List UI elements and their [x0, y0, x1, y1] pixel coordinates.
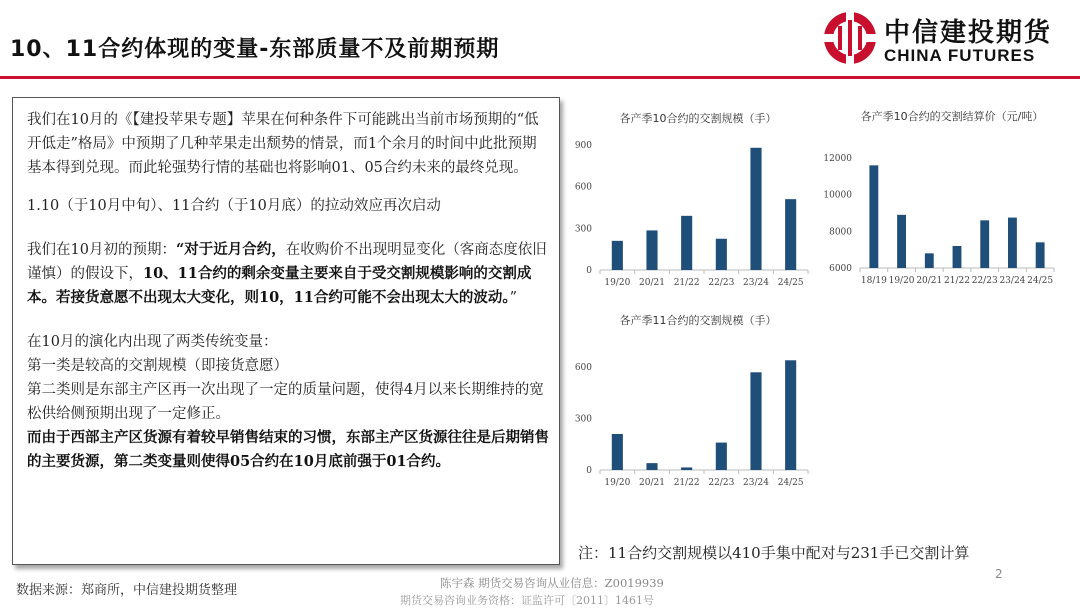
x-tick-label: 19/20: [888, 276, 915, 286]
y-tick-label: 600: [574, 363, 592, 374]
chart-10-volume-svg: [568, 110, 818, 290]
x-tick-label: 23/24: [743, 478, 769, 488]
bar: [716, 239, 727, 270]
bar: [785, 360, 796, 470]
bar: [897, 215, 906, 268]
chart-11-delivery-volume: [568, 308, 818, 493]
chart-10-delivery-volume: [568, 110, 818, 290]
y-tick-label: 6000: [829, 264, 852, 274]
bar: [1008, 218, 1017, 268]
paragraph-intro: 我们在10月的《【建投苹果专题】苹果在何种条件下可能跳出当前市场预期的“低开低走”格局》中预期了几种苹果走出颓势的情景，而1个余月的时间中此批预期基本得到兑现。而此轮强势行情的基础也将影响01、05合约未来的最终兑现。: [27, 112, 539, 176]
bar: [646, 230, 657, 270]
expectation-lead: 我们在10月初的预期：: [27, 242, 176, 258]
x-tick-label: 24/25: [777, 478, 804, 488]
variable-one: 第一类是较高的交割规模（即接货意愿）: [27, 358, 288, 374]
y-tick-label: 900: [574, 141, 592, 151]
y-tick-label: 10000: [823, 190, 852, 201]
bar: [681, 216, 692, 270]
x-tick-label: 18/19: [860, 276, 887, 286]
variables-intro: 在10月的演化内出现了两类传统变量：: [27, 334, 278, 350]
bar: [980, 220, 989, 268]
bar: [612, 434, 623, 470]
bar: [785, 199, 796, 270]
y-tick-label: 600: [574, 182, 592, 193]
chart-11-volume-svg: [568, 308, 818, 493]
chart-10-price-svg: [822, 108, 1062, 290]
page-number: 2: [995, 567, 1003, 581]
citic-logo-icon: [822, 10, 878, 66]
page-title: 10、11合约体现的变量-东部质量不及前期预期: [10, 37, 500, 62]
bar: [750, 372, 761, 470]
qualification-info: 期货交易咨询业务资格：证监许可〔2011〕1461号: [400, 594, 654, 607]
data-source: 数据来源：郑商所，中信建投期货整理: [16, 583, 238, 598]
x-tick-label: 22/23: [971, 276, 998, 286]
company-logo: [822, 8, 1072, 70]
x-tick-label: 23/24: [743, 278, 769, 288]
chart-title: 各产季10合约的交割规模（手）: [619, 112, 777, 125]
x-tick-label: 21/22: [673, 278, 700, 288]
x-tick-label: 19/20: [604, 278, 631, 288]
x-tick-label: 24/25: [777, 278, 804, 288]
paragraph-heading-1: 1.10（于10月中旬）、11合约（于10月底）的拉动效应再次启动: [27, 198, 441, 214]
y-tick-label: 12000: [823, 154, 852, 164]
analyst-info: 陈宇森 期货交易咨询从业信息：Z0019939: [440, 576, 664, 590]
x-tick-label: 20/21: [639, 478, 665, 488]
x-tick-label: 20/21: [639, 278, 665, 288]
y-tick-label: 300: [574, 224, 592, 235]
x-tick-label: 19/20: [604, 478, 631, 488]
chart-title: 各产季10合约的交割结算价（元/吨）: [860, 110, 1044, 123]
expectation-bold-2: 10、11合约的剩余变量主要来自于受交割规模影响的交割成本。若接货意愿不出现太大变化，则10，11合约可能不会出现太大的波动。: [27, 265, 532, 306]
bar: [869, 165, 878, 268]
logo-text-en: CHINA FUTURES: [884, 46, 1036, 65]
y-tick-label: 8000: [829, 227, 852, 238]
x-tick-label: 24/25: [1027, 276, 1054, 286]
expectation-mid: 在收购价不出现明显变化（客商态度依旧谨慎）的假设下，: [27, 242, 547, 282]
x-tick-label: 23/24: [999, 276, 1026, 286]
paragraph-expectation: [27, 238, 549, 310]
bar: [750, 148, 761, 270]
bar: [612, 241, 623, 270]
bar: [925, 253, 934, 268]
expectation-bold-1: “对于近月合约，: [175, 241, 286, 258]
footnote: 注：11合约交割规模以410手集中配对与231手已交割计算: [578, 544, 970, 562]
header-divider: [0, 76, 1080, 79]
chart-title: 各产季11合约的交割规模（手）: [619, 314, 777, 327]
analysis-textbox: [12, 97, 560, 565]
logo-text-cn: 中信建投期货: [884, 18, 1053, 48]
variable-two: 第二类则是东部主产区再一次出现了一定的质量问题，使得4月以来长期维持的宽松供给侧预期出现了一定修正。: [27, 382, 544, 422]
chart-10-settlement-price: [822, 108, 1062, 290]
bar: [953, 246, 962, 268]
x-tick-label: 22/23: [708, 278, 735, 288]
x-tick-label: 20/21: [916, 276, 943, 286]
expectation-end: ”: [509, 290, 518, 306]
bar: [681, 467, 692, 470]
bar: [1036, 242, 1045, 268]
y-tick-label: 300: [574, 414, 592, 425]
y-tick-label: 0: [586, 266, 592, 276]
bar: [716, 443, 727, 470]
x-tick-label: 21/22: [673, 478, 700, 488]
x-tick-label: 21/22: [944, 276, 970, 286]
paragraph-conclusion: 而由于西部主产区货源有着较早销售结束的习惯，东部主产区货源往往是后期销售的主要货源，第二类变量则使得05合约在10月底前强于01合约。: [27, 429, 549, 470]
bar: [646, 463, 657, 470]
x-tick-label: 22/23: [708, 478, 735, 488]
y-tick-label: 0: [586, 466, 592, 476]
